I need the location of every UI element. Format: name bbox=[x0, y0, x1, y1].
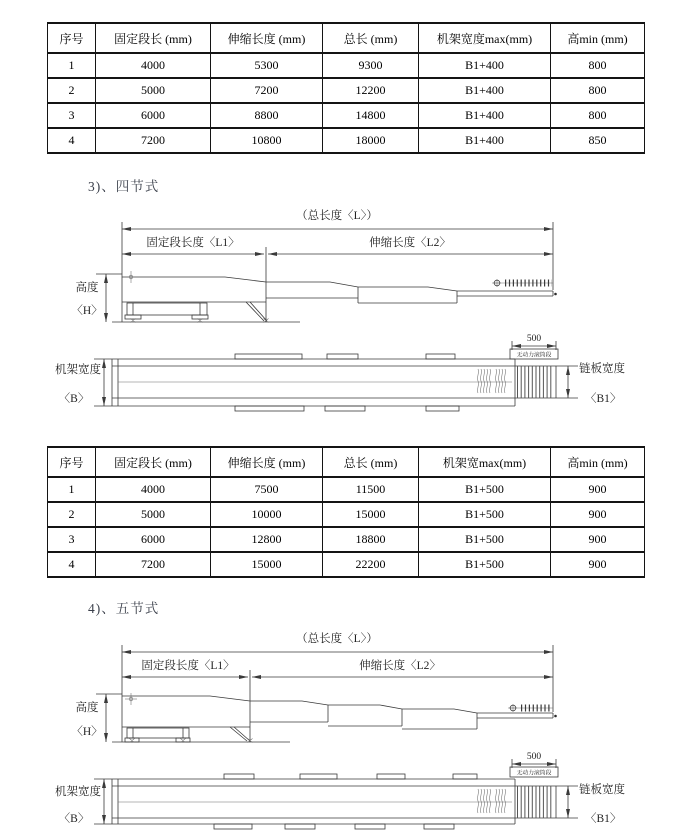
height-label: 高度 bbox=[75, 702, 99, 714]
frame-width-symbol-label: 〈B〉 bbox=[58, 393, 90, 405]
chain-width-symbol-label: 〈B1〉 bbox=[585, 813, 622, 825]
table-row bbox=[48, 552, 645, 577]
table-cell: B1+400 bbox=[419, 53, 551, 78]
chain-symbol bbox=[492, 279, 553, 287]
frame-width-dimension bbox=[55, 359, 112, 406]
five-section-diagram bbox=[0, 625, 680, 830]
table-cell: 2 bbox=[48, 502, 96, 527]
dim-500-label: 500 bbox=[526, 752, 542, 762]
roller-section-label: 无动力滚筒段 bbox=[516, 770, 552, 777]
telescopic-length-dimension bbox=[252, 658, 553, 677]
chain-width-label: 链板宽度 bbox=[579, 363, 625, 375]
table-cell: 800 bbox=[551, 53, 645, 78]
table-cell: B1+400 bbox=[419, 128, 551, 153]
column-header: 总长 (mm) bbox=[323, 447, 419, 477]
chain-width-dimension bbox=[556, 782, 625, 825]
table-cell: 7500 bbox=[211, 477, 323, 502]
frame-width-symbol-label: 〈B〉 bbox=[58, 813, 90, 825]
table-row bbox=[48, 502, 645, 527]
column-header: 序号 bbox=[48, 447, 96, 477]
table-cell: 12800 bbox=[211, 527, 323, 552]
table-cell: 11500 bbox=[323, 477, 419, 502]
table-cell: 1 bbox=[48, 477, 96, 502]
section-heading-five-section: 4)、五节式 bbox=[88, 601, 160, 616]
total-length-dimension bbox=[122, 208, 553, 322]
table-cell: 900 bbox=[551, 477, 645, 502]
table-row bbox=[48, 477, 645, 502]
four-section-diagram bbox=[0, 202, 680, 435]
table-row bbox=[48, 527, 645, 552]
table-cell: 4 bbox=[48, 552, 96, 577]
fixed-length-dimension bbox=[122, 235, 266, 322]
telescopic-length-label: 伸缩长度〈L2〉 bbox=[369, 237, 451, 249]
roller-section-label: 无动力滚筒段 bbox=[516, 352, 552, 359]
table-row bbox=[48, 53, 645, 78]
frame-width-dimension bbox=[55, 779, 112, 825]
table-cell: B1+400 bbox=[419, 103, 551, 128]
total-length-label: （总长度〈L〉） bbox=[296, 210, 378, 222]
column-header: 伸缩长度 (mm) bbox=[211, 23, 323, 53]
telescopic-length-dimension bbox=[268, 235, 553, 254]
column-header: 高min (mm) bbox=[551, 447, 645, 477]
total-length-label: （总长度〈L〉） bbox=[296, 633, 378, 645]
frame-width-label: 机架宽度 bbox=[55, 364, 101, 376]
telescopic-length-label: 伸缩长度〈L2〉 bbox=[359, 660, 441, 672]
pivot-crosshair-icon bbox=[125, 693, 137, 705]
table-cell: 1 bbox=[48, 53, 96, 78]
table-cell: B1+500 bbox=[419, 477, 551, 502]
chain-width-dimension bbox=[556, 361, 625, 405]
frame-width-label: 机架宽度 bbox=[55, 786, 101, 798]
column-header: 机架宽max(mm) bbox=[419, 447, 551, 477]
column-header: 高min (mm) bbox=[551, 23, 645, 53]
table-cell: 4000 bbox=[96, 53, 211, 78]
column-header: 机架宽度max(mm) bbox=[419, 23, 551, 53]
plan-view bbox=[112, 774, 556, 829]
table-header-row bbox=[48, 23, 645, 53]
table-cell: 900 bbox=[551, 527, 645, 552]
table-cell: 7200 bbox=[96, 552, 211, 577]
column-header: 总长 (mm) bbox=[323, 23, 419, 53]
column-header: 伸缩长度 (mm) bbox=[211, 447, 323, 477]
chain-symbol bbox=[508, 704, 553, 712]
spec-table-1 bbox=[47, 22, 645, 154]
break-squiggles bbox=[478, 369, 506, 393]
table-cell: 18800 bbox=[323, 527, 419, 552]
height-dimension bbox=[71, 274, 122, 322]
table-cell: 15000 bbox=[211, 552, 323, 577]
side-view bbox=[112, 693, 557, 743]
column-header: 固定段长 (mm) bbox=[96, 23, 211, 53]
table-cell: 15000 bbox=[323, 502, 419, 527]
table-row bbox=[48, 78, 645, 103]
undercarriage bbox=[112, 727, 290, 743]
fixed-length-dimension bbox=[122, 658, 250, 742]
total-length-dimension bbox=[122, 631, 553, 742]
roller-dimension-500 bbox=[510, 334, 558, 359]
table-row bbox=[48, 103, 645, 128]
fixed-length-label: 固定段长度〈L1〉 bbox=[141, 660, 235, 672]
height-dimension bbox=[71, 694, 122, 742]
table-cell: 850 bbox=[551, 128, 645, 153]
table-cell: 7200 bbox=[96, 128, 211, 153]
table-cell: 6000 bbox=[96, 103, 211, 128]
table-cell: 7200 bbox=[211, 78, 323, 103]
table-cell: 5000 bbox=[96, 502, 211, 527]
table-header-row bbox=[48, 447, 645, 477]
table-cell: 3 bbox=[48, 527, 96, 552]
side-view bbox=[112, 271, 557, 323]
table-cell: B1+400 bbox=[419, 78, 551, 103]
table-cell: 3 bbox=[48, 103, 96, 128]
table-cell: 14800 bbox=[323, 103, 419, 128]
table-cell: 800 bbox=[551, 78, 645, 103]
table-cell: 22200 bbox=[323, 552, 419, 577]
table-cell: 10800 bbox=[211, 128, 323, 153]
table-cell: 2 bbox=[48, 78, 96, 103]
plan-view bbox=[112, 354, 556, 411]
table-cell: 4000 bbox=[96, 477, 211, 502]
undercarriage bbox=[112, 302, 300, 323]
section-heading-four-section: 3)、四节式 bbox=[88, 179, 160, 194]
table-cell: 4 bbox=[48, 128, 96, 153]
table-cell: 900 bbox=[551, 502, 645, 527]
column-header: 序号 bbox=[48, 23, 96, 53]
chain-width-symbol-label: 〈B1〉 bbox=[585, 393, 622, 405]
roller-dimension-500 bbox=[510, 752, 558, 777]
table-cell: 800 bbox=[551, 103, 645, 128]
table-cell: B1+500 bbox=[419, 527, 551, 552]
dim-500-label: 500 bbox=[526, 334, 542, 344]
table-cell: 5000 bbox=[96, 78, 211, 103]
table-cell: 12200 bbox=[323, 78, 419, 103]
table-cell: 10000 bbox=[211, 502, 323, 527]
table-cell: 9300 bbox=[323, 53, 419, 78]
break-squiggles bbox=[478, 789, 506, 813]
table-cell: B1+500 bbox=[419, 502, 551, 527]
height-symbol-label: 〈H〉 bbox=[71, 305, 103, 317]
spec-table-2 bbox=[47, 446, 645, 578]
table-cell: 900 bbox=[551, 552, 645, 577]
pivot-crosshair-icon bbox=[125, 271, 137, 283]
fixed-length-label: 固定段长度〈L1〉 bbox=[146, 237, 240, 249]
chain-width-label: 链板宽度 bbox=[579, 784, 625, 796]
height-symbol-label: 〈H〉 bbox=[71, 726, 103, 738]
boom-tip-marker bbox=[554, 715, 557, 718]
table-cell: 5300 bbox=[211, 53, 323, 78]
column-header: 固定段长 (mm) bbox=[96, 447, 211, 477]
table-cell: 8800 bbox=[211, 103, 323, 128]
table-row bbox=[48, 128, 645, 153]
boom-tip-marker bbox=[554, 293, 557, 296]
table-cell: B1+500 bbox=[419, 552, 551, 577]
table-cell: 6000 bbox=[96, 527, 211, 552]
height-label: 高度 bbox=[75, 282, 99, 294]
table-cell: 18000 bbox=[323, 128, 419, 153]
